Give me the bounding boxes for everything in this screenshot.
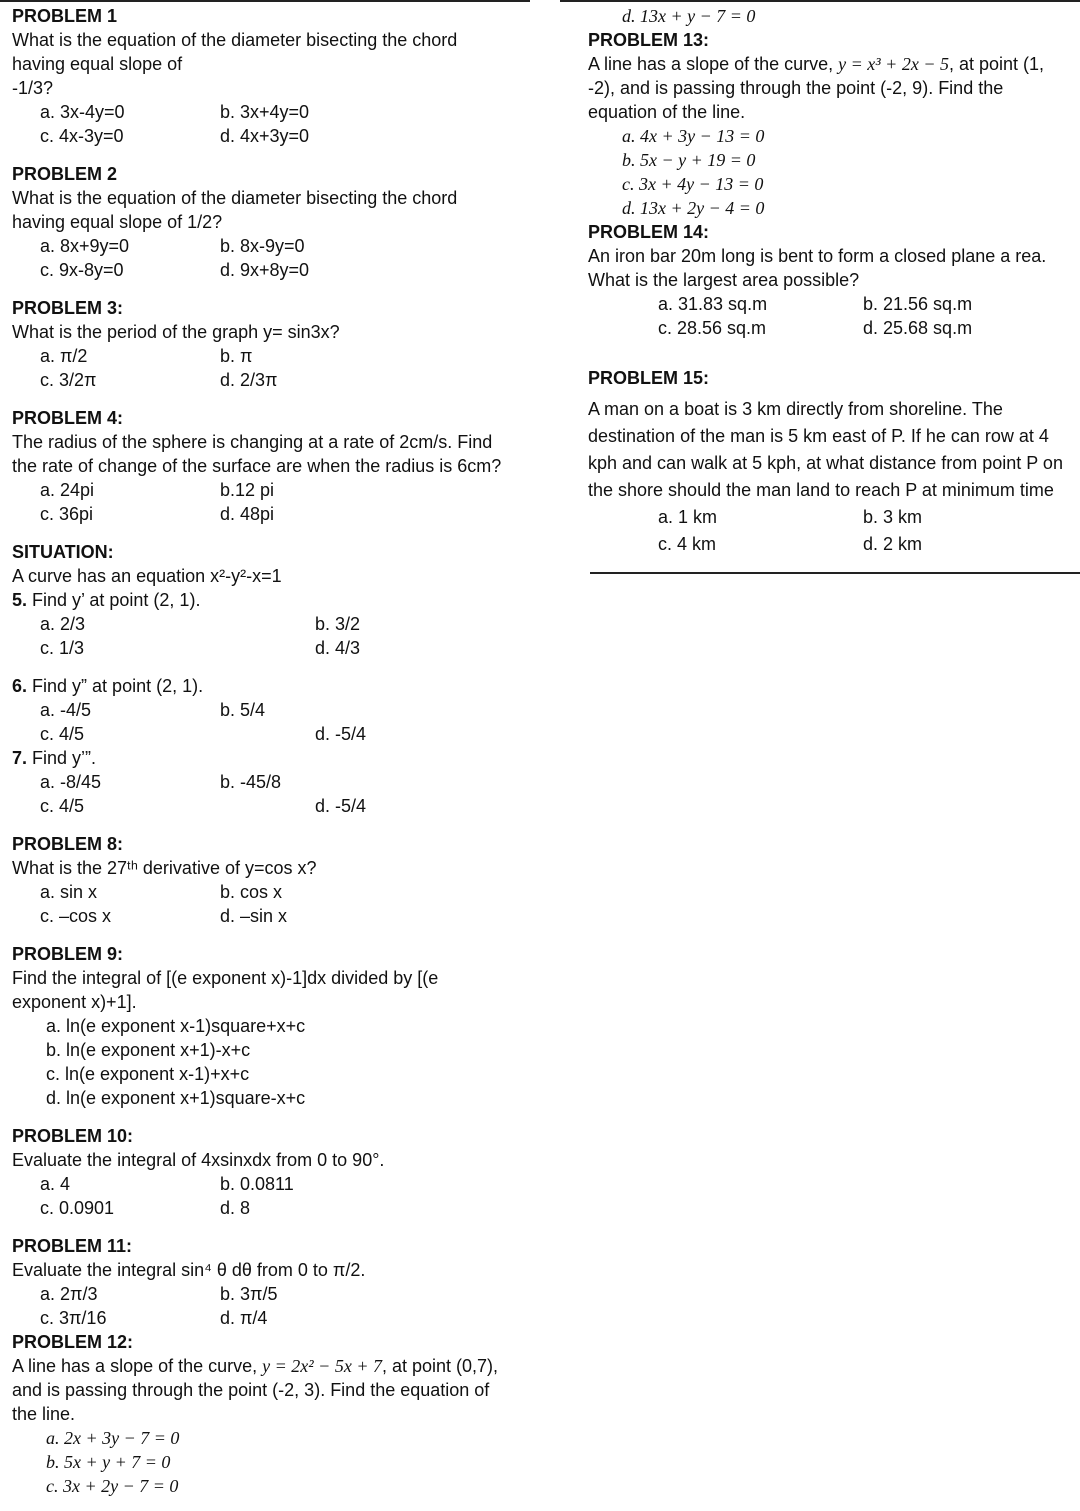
problem-question bbox=[588, 52, 1073, 124]
option-b: b. 8x-9y=0 bbox=[220, 236, 305, 256]
option-d: d. 8 bbox=[220, 1198, 251, 1218]
option-d: d. -5/4 bbox=[315, 796, 367, 816]
option-a: a. 2x + 3y − 7 = 0 bbox=[46, 1428, 180, 1448]
option-b: b. ln(e exponent x+1)-x+c bbox=[46, 1040, 251, 1060]
option-c: c. 3π/16 bbox=[40, 1308, 107, 1328]
option-d: d. -5/4 bbox=[315, 724, 367, 744]
situation bbox=[12, 540, 512, 588]
option-c: c. –cos x bbox=[40, 906, 112, 926]
option-d: d. 4/3 bbox=[315, 638, 361, 658]
problem-5 bbox=[12, 588, 512, 660]
problem-10 bbox=[12, 1124, 512, 1220]
answer-options-row-2 bbox=[12, 722, 512, 746]
answer-options bbox=[12, 1426, 512, 1498]
option-c: c. 4/5 bbox=[40, 724, 85, 744]
option-c: c. 9x-8y=0 bbox=[40, 260, 124, 280]
problem-11 bbox=[12, 1234, 512, 1330]
problem-14 bbox=[588, 220, 1073, 340]
option-a: a. sin x bbox=[40, 882, 98, 902]
problem-number: 7. bbox=[12, 748, 28, 768]
problem-heading: PROBLEM 2 bbox=[12, 164, 118, 184]
option-a: a. 4 bbox=[40, 1174, 71, 1194]
curve-equation: y = 2x² − 5x + 7 bbox=[262, 1356, 382, 1376]
answer-options bbox=[12, 770, 512, 794]
problem-15 bbox=[588, 366, 1073, 558]
option-b: b.12 pi bbox=[220, 480, 275, 500]
option-b: b. 3/2 bbox=[315, 614, 361, 634]
answer-options bbox=[12, 880, 512, 928]
option-d: d. π/4 bbox=[220, 1308, 268, 1328]
option-a: a. 3x-4y=0 bbox=[40, 102, 125, 122]
problem-question: A man on a boat is 3 km directly from shoreline. The destination of the man is 5 km east of P. If he can row at 4 kph and can walk at 5 kph, at what distance from point P on the shore should the man land to reach P at minimum time bbox=[588, 399, 1063, 500]
option-a: a. 2/3 bbox=[40, 614, 86, 634]
problem-heading: PROBLEM 8: bbox=[12, 834, 124, 854]
problem-heading: PROBLEM 10: bbox=[12, 1126, 134, 1146]
answer-options bbox=[588, 124, 1073, 220]
situation-heading: SITUATION: bbox=[12, 542, 114, 562]
problem-number: 6. bbox=[12, 676, 28, 696]
problem-question bbox=[12, 674, 512, 698]
option-b: b. 0.0811 bbox=[220, 1174, 294, 1194]
question-text-pre: A line has a slope of the curve, bbox=[588, 54, 839, 74]
question-text-post: , at point (1, -2), and is passing through the point (-2, 9). Find the equation of the line. bbox=[588, 54, 1045, 122]
option-d: d. 9x+8y=0 bbox=[220, 260, 310, 280]
option-a: a. 1 km bbox=[658, 507, 718, 527]
problem-heading: PROBLEM 11: bbox=[12, 1236, 133, 1256]
option-a: a. 4x + 3y − 13 = 0 bbox=[622, 126, 765, 146]
question-text: Find y’”. bbox=[32, 748, 97, 768]
option-d: d. 25.68 sq.m bbox=[863, 318, 973, 338]
question-text-post: , at point (0,7), and is passing through the point (-2, 3). Find the equation of the line. bbox=[12, 1356, 499, 1424]
answer-options bbox=[12, 100, 512, 148]
answer-options bbox=[12, 1172, 512, 1220]
option-b: b. 3π/5 bbox=[220, 1284, 278, 1304]
answer-options bbox=[588, 504, 1073, 558]
option-b: b. 3x+4y=0 bbox=[220, 102, 310, 122]
problem-4 bbox=[12, 406, 512, 526]
question-text: Find y” at point (2, 1). bbox=[32, 676, 204, 696]
option-b: b. 5/4 bbox=[220, 700, 266, 720]
problem-9 bbox=[12, 942, 512, 1110]
option-c: c. 4 km bbox=[658, 534, 717, 554]
answer-options-row-2 bbox=[12, 794, 512, 818]
problem-7 bbox=[12, 746, 512, 818]
problem-1 bbox=[12, 0, 512, 148]
option-a: a. ln(e exponent x-1)square+x+c bbox=[46, 1016, 306, 1036]
problem-13 bbox=[588, 28, 1073, 220]
answer-options bbox=[588, 292, 1073, 340]
option-a: a. 8x+9y=0 bbox=[40, 236, 130, 256]
problem-question: Evaluate the integral of 4xsinxdx from 0 to 90°. bbox=[12, 1150, 385, 1170]
option-c: c. 4x-3y=0 bbox=[40, 126, 124, 146]
option-c: c. 36pi bbox=[40, 504, 94, 524]
answer-options bbox=[12, 612, 512, 660]
option-a: a. -4/5 bbox=[40, 700, 92, 720]
option-c: c. 1/3 bbox=[40, 638, 85, 658]
option-b: b. π bbox=[220, 346, 253, 366]
option-b: b. -45/8 bbox=[220, 772, 282, 792]
problem-question: Evaluate the integral sin⁴ θ dθ from 0 to π/2. bbox=[12, 1260, 366, 1280]
problem-heading: PROBLEM 14: bbox=[588, 222, 710, 242]
option-b: b. 5x − y + 19 = 0 bbox=[622, 150, 756, 170]
option-a: a. 31.83 sq.m bbox=[658, 294, 768, 314]
problem-question: Find the integral of [(e exponent x)-1]dx divided by [(e exponent x)+1]. bbox=[12, 968, 439, 1012]
problem-heading: PROBLEM 3: bbox=[12, 298, 124, 318]
problem-question-cont: -1/3? bbox=[12, 78, 54, 98]
option-c: c. 3x + 4y − 13 = 0 bbox=[622, 174, 764, 194]
problem-question bbox=[12, 588, 512, 612]
question-text-pre: A line has a slope of the curve, bbox=[12, 1356, 263, 1376]
problem-12-option-d: d. 13x + y − 7 = 0 bbox=[622, 6, 756, 26]
problem-heading: PROBLEM 4: bbox=[12, 408, 124, 428]
problem-question: What is the 27ᵗʰ derivative of y=cos x? bbox=[12, 858, 317, 878]
problem-12 bbox=[12, 1330, 512, 1498]
situation-text: A curve has an equation x²-y²-x=1 bbox=[12, 566, 282, 586]
problem-6 bbox=[12, 674, 512, 746]
problem-question: What is the equation of the diameter bisecting the chord having equal slope of 1/2? bbox=[12, 188, 458, 232]
option-d: d. ln(e exponent x+1)square-x+c bbox=[46, 1088, 306, 1108]
option-a: a. 2π/3 bbox=[40, 1284, 98, 1304]
problem-8 bbox=[12, 832, 512, 928]
problem-heading: PROBLEM 13: bbox=[588, 30, 710, 50]
option-a: a. π/2 bbox=[40, 346, 88, 366]
option-b: b. cos x bbox=[220, 882, 283, 902]
answer-options bbox=[12, 344, 512, 392]
option-d: d. 2 km bbox=[863, 534, 923, 554]
problem-number: 5. bbox=[12, 590, 28, 610]
option-c: c. 4/5 bbox=[40, 796, 85, 816]
answer-options bbox=[12, 698, 512, 722]
problem-heading: PROBLEM 15: bbox=[588, 368, 710, 388]
problem-question: The radius of the sphere is changing at a rate of 2cm/s. Find the rate of change of the surface are when the radius is 6cm? bbox=[12, 432, 502, 476]
answer-options bbox=[12, 478, 512, 526]
problem-question bbox=[12, 746, 512, 770]
option-c: c. 28.56 sq.m bbox=[658, 318, 767, 338]
option-d: d. 4x+3y=0 bbox=[220, 126, 310, 146]
problem-heading: PROBLEM 9: bbox=[12, 944, 124, 964]
problem-question: What is the equation of the diameter bisecting the chord having equal slope of bbox=[12, 30, 458, 74]
option-b: b. 5x + y + 7 = 0 bbox=[46, 1452, 171, 1472]
right-column bbox=[588, 0, 1073, 558]
option-c: c. ln(e exponent x-1)+x+c bbox=[46, 1064, 250, 1084]
problem-3 bbox=[12, 296, 512, 392]
bottom-rule-right bbox=[590, 572, 1080, 574]
problem-2 bbox=[12, 162, 512, 282]
option-c: c. 0.0901 bbox=[40, 1198, 115, 1218]
option-d: d. –sin x bbox=[220, 906, 288, 926]
option-c: c. 3/2π bbox=[40, 370, 97, 390]
option-d: d. 2/3π bbox=[220, 370, 278, 390]
option-d: d. 48pi bbox=[220, 504, 275, 524]
curve-equation: y = x³ + 2x − 5 bbox=[838, 54, 949, 74]
option-b: b. 3 km bbox=[863, 507, 923, 527]
problem-heading: PROBLEM 12: bbox=[12, 1332, 134, 1352]
question-text: Find y’ at point (2, 1). bbox=[32, 590, 201, 610]
problem-question: An iron bar 20m long is bent to form a closed plane a rea. What is the largest area possible? bbox=[588, 246, 1047, 290]
option-c: c. 3x + 2y − 7 = 0 bbox=[46, 1476, 179, 1496]
option-b: b. 21.56 sq.m bbox=[863, 294, 973, 314]
answer-options bbox=[12, 1014, 512, 1110]
answer-options bbox=[12, 1282, 512, 1330]
option-a: a. 24pi bbox=[40, 480, 95, 500]
problem-question: What is the period of the graph y= sin3x? bbox=[12, 322, 340, 342]
option-a: a. -8/45 bbox=[40, 772, 102, 792]
problem-question bbox=[12, 1354, 512, 1426]
problem-heading: PROBLEM 1 bbox=[12, 6, 118, 26]
option-d: d. 13x + 2y − 4 = 0 bbox=[622, 198, 765, 218]
left-column bbox=[12, 0, 512, 1498]
answer-options bbox=[12, 234, 512, 282]
